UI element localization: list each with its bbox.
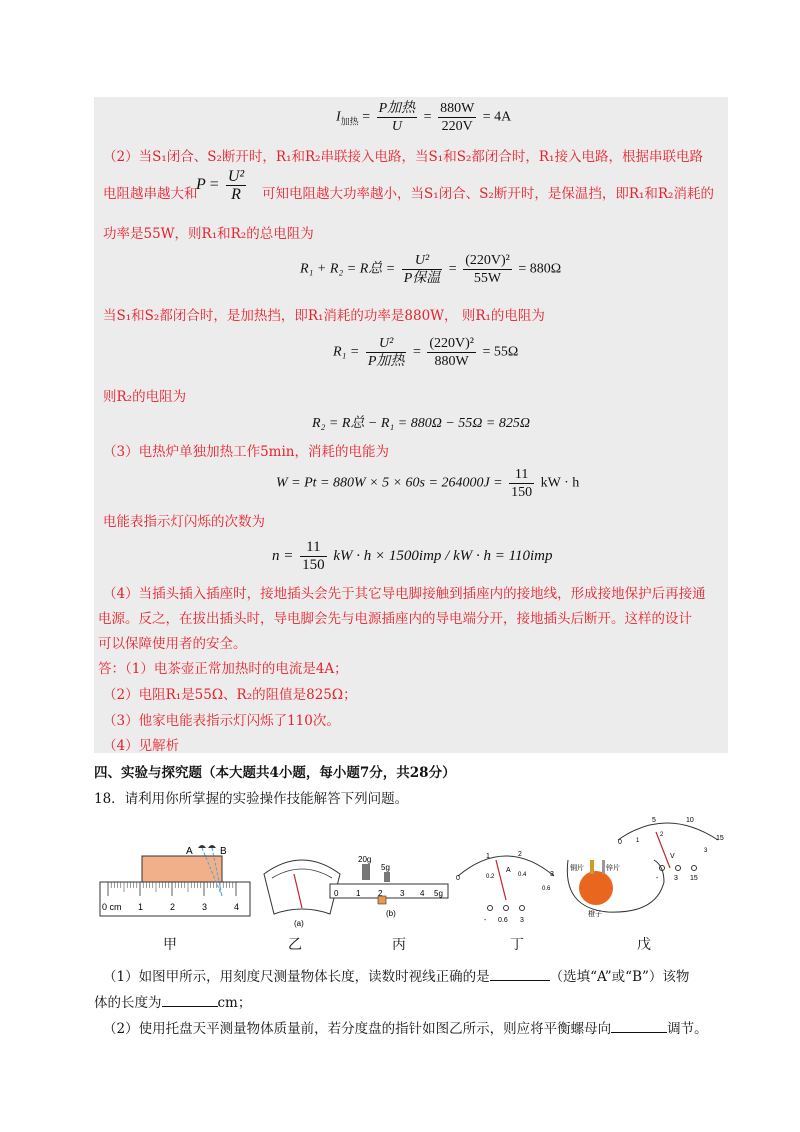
step2-line4: 当S₁和S₂都闭合时，是加热挡，即R₁消耗的功率是880W， 则R₁的电阻为 <box>103 308 545 324</box>
wu-s0: 0 <box>618 839 622 846</box>
figure-label-bing: 丙 <box>392 937 406 953</box>
step4-line2: 电源。反之，在拔出插头时，导电脚会先与电源插座内的导电端分开，接地插头后断开。这样的设计 <box>98 611 692 627</box>
bing-tick-2: 2 <box>378 889 383 898</box>
ruler-tick-0: 0 cm <box>102 902 122 912</box>
wu-t1: 3 <box>674 875 678 882</box>
bing-tick-1: 1 <box>356 889 361 898</box>
figure-label-ding: 丁 <box>510 937 524 953</box>
wu-s1: 5 <box>652 817 656 824</box>
formula-energy: W = Pt = 880W × 5 × 60s = 264000J = $\frac{11}{150}$ kW · h <box>276 467 580 500</box>
answer-2: （2）电阻R₁是55Ω、R₂的阻值是825Ω； <box>103 687 357 703</box>
eye-a-icon <box>198 845 206 848</box>
wu-s2: 10 <box>686 817 694 824</box>
bing-subfig-label: (b) <box>386 909 396 918</box>
ding-s2: 2 <box>518 851 522 858</box>
bing-tick-3: 3 <box>400 889 405 898</box>
formula-current: $I_{加热}$ = $\frac{\text{P加热}}{U}$ = $\frac{880W}{220V}$ = 4A <box>336 101 512 134</box>
question-2-line <box>103 1018 708 1038</box>
step2-line1: （2）当S₁闭合、S₂断开时，R₁和R₂串联接入电路，当S₁和S₂都闭合时，R₁接入电路，根据串联电路 <box>103 149 703 165</box>
ding-s4: 0.2 <box>486 874 495 880</box>
eye-b-icon <box>208 845 216 848</box>
figure-wu-battery <box>567 817 724 918</box>
bing-tick-0: 0 <box>334 889 339 898</box>
ding-t1: 0.6 <box>498 917 508 924</box>
question-18-stem: 18．请利用你所掌握的实验操作技能解答下列问题。 <box>94 791 409 807</box>
formula-r1: R₁ = $\frac{\text{U²}}{\text{P加热}}$ = $\frac{\text{(220V)²}}{880W}$ = 55Ω <box>333 336 519 369</box>
question-1-line2 <box>94 992 251 1012</box>
wu-t2: 15 <box>690 875 698 882</box>
q1-text-c: 体的长度为 <box>94 995 162 1011</box>
power-formula: P = $\frac{\text{U²}}{R}$ <box>196 168 245 203</box>
step3-line1: （3）电热炉单独加热工作5min，消耗的电能为 <box>103 444 389 460</box>
step4-line1: （4）当插头插入插座时，接地插头会先于其它导电脚接触到插座内的接地线，形成接地保护后再接通 <box>103 586 706 602</box>
q1-blank-1[interactable] <box>490 966 550 981</box>
q2-text-b: 调节。 <box>667 1021 708 1037</box>
ding-s5: 0.4 <box>518 872 527 878</box>
formula-r2: R₂ = R总 − R₁ = 880Ω − 55Ω = 825Ω <box>312 416 530 431</box>
yi-subfig-label: (a) <box>294 919 304 928</box>
answer-1: 答：（1）电茶壶正常加热时的电流是4A； <box>98 661 348 677</box>
wu-s3: 15 <box>716 835 724 842</box>
ding-s1: 1 <box>486 853 490 860</box>
bing-tick-5: 5g <box>434 889 443 898</box>
bing-w1: 20g <box>358 855 372 864</box>
ding-t0: - <box>484 917 487 924</box>
q1-text-d: cm； <box>217 995 252 1011</box>
q1-text-a: （1）如图甲所示，用刻度尺测量物体长度，读数时视线正确的是 <box>103 969 490 985</box>
section-heading: 四、实验与探究题（本大题共4小题，每小题7分，共28分） <box>94 765 456 781</box>
figure-jia-ruler <box>100 845 250 916</box>
ruler-tick-2: 2 <box>170 902 176 912</box>
bing-tick-4: 4 <box>420 889 425 898</box>
figure-bing-beam <box>330 855 448 918</box>
bing-w2: 5g <box>381 863 390 872</box>
step3-line2: 电能表指示灯闪烁的次数为 <box>103 514 265 530</box>
step2-line2a: 电阻越串越大和 <box>103 186 198 202</box>
ding-s3: 3 <box>550 871 554 878</box>
weight-5g-icon <box>384 872 390 882</box>
q2-text-a: （2）使用托盘天平测量物体质量前，若分度盘的指针如图乙所示，则应将平衡螺母向 <box>103 1021 612 1037</box>
figure-yi-dial <box>264 860 340 928</box>
weight-20g-icon <box>362 864 370 880</box>
ding-unit: A <box>506 867 511 874</box>
question-1-line1 <box>103 966 689 986</box>
wu-orange: 橙子 <box>588 911 602 918</box>
label-a: A <box>186 846 193 857</box>
q1-blank-2[interactable] <box>162 992 218 1007</box>
ruler-tick-3: 3 <box>202 902 208 912</box>
step2-line3: 功率是55W，则R₁和R₂的总电阻为 <box>103 226 314 242</box>
q1-text-b: （选填“A”或“B”）该物 <box>549 969 690 985</box>
wu-t0: - <box>656 875 659 882</box>
answer-4: （4）见解析 <box>103 738 180 754</box>
label-b: B <box>220 846 227 857</box>
ruler-tick-1: 1 <box>138 902 144 912</box>
wu-s4: 1 <box>636 838 640 844</box>
step2-line5: 则R₂的电阻为 <box>103 389 187 405</box>
ding-s0: 0 <box>456 875 460 882</box>
ding-t2: 3 <box>520 917 524 924</box>
figure-label-yi: 乙 <box>288 937 302 953</box>
figure-ding-ammeter <box>456 851 554 924</box>
wu-unit: V <box>670 853 675 860</box>
step4-line3: 可以保障使用者的安全。 <box>98 636 247 652</box>
formula-blinks: n = $\frac{11}{150}$ kW · h × 1500imp / kW · h = 110imp <box>272 539 553 573</box>
wu-zinc: 锌片 <box>606 865 620 872</box>
experiment-figures <box>90 812 730 932</box>
formula-total-resistance: R₁ + R₂ = R总 = $\frac{\text{U²}}{\text{P保温}}$ = $\frac{\text{(220V)²}}{55W}$ = 880Ω <box>300 253 562 286</box>
wu-s5: 2 <box>660 832 664 838</box>
orange-icon <box>579 871 613 905</box>
ruler-tick-4: 4 <box>234 902 240 912</box>
figure-label-jia: 甲 <box>163 937 177 953</box>
ding-s6: 0.6 <box>542 886 551 892</box>
figure-label-wu: 戊 <box>637 937 651 953</box>
q2-blank[interactable] <box>611 1018 667 1033</box>
answer-3: （3）他家电能表指示灯闪烁了110次。 <box>103 713 340 729</box>
wu-copper: 铜片 <box>570 865 584 872</box>
wu-s6: 3 <box>704 848 708 854</box>
step2-line2b: 可知电阻越大功率越小，当S₁闭合、S₂断开时，是保温挡，即R₁和R₂消耗的 <box>262 186 714 202</box>
